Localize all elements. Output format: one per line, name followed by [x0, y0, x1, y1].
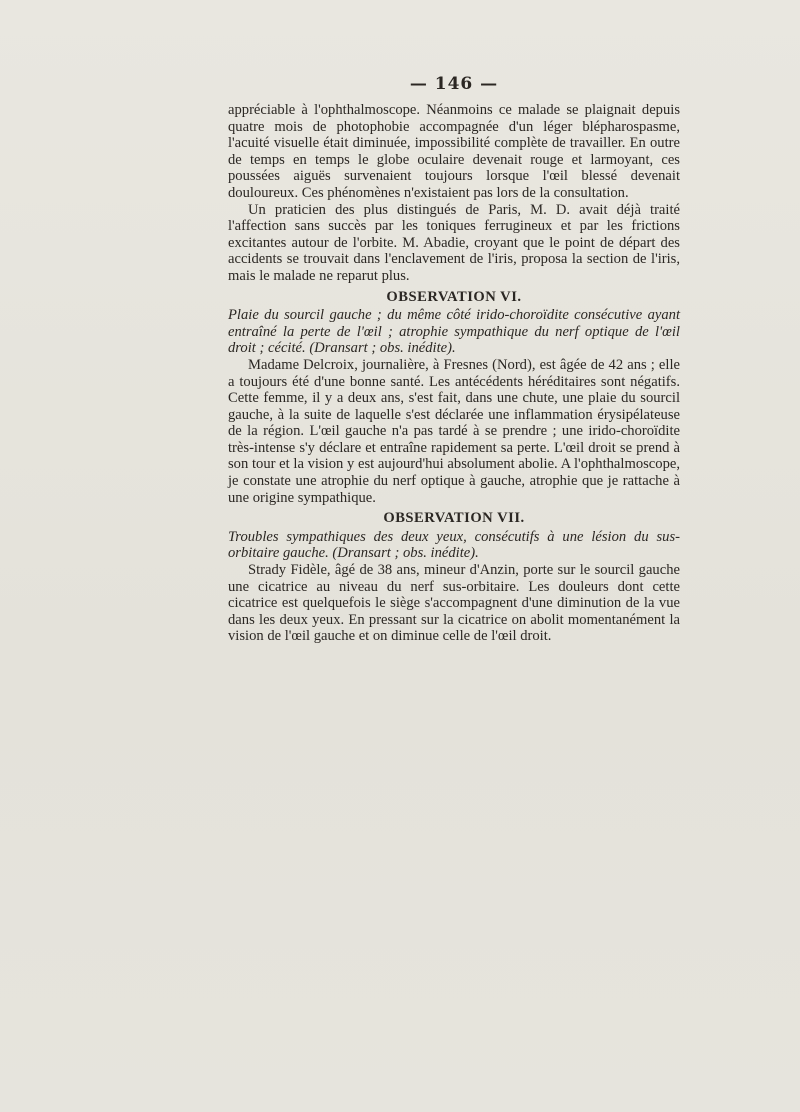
text-block [228, 74, 680, 645]
paragraph-2: Un praticien des plus distingués de Paris, M. D. avait déjà traité l'affection sans succès par les toniques ferrugineux et par les frictions excitantes autour de l'orbite. M. Abadie, croyant que le point de départ des accidents se trouvait dans l'enclavement de l'iris, proposa la section de l'iris, mais le malade ne reparut plus. [228, 201, 680, 284]
observation-6-body: Madame Delcroix, journalière, à Fresnes (Nord), est âgée de 42 ans ; elle a toujours été d'une bonne santé. Les antécédents héréditaires sont négatifs. Cette femme, il y a deux ans, s'est fait, dans une chute, une plaie du sourcil gauche, à la suite de laquelle s'est déclarée une inflammation érysipélateuse de la région. L'œil gauche n'a pas tardé à se prendre ; une irido-choroïdite très-intense s'y déclare et entraîne rapidement sa perte. L'œil droit se prend à son tour et la vision y est aujourd'hui absolument abolie. A l'ophthalmoscope, je constate une atrophie du nerf optique à gauche, atrophie que je rattache à une origine sympathique. [228, 356, 680, 506]
observation-7-heading: OBSERVATION VII. [383, 510, 525, 527]
observation-6-summary: Plaie du sourcil gauche ; du même côté irido-choroïdite consécutive ayant entraîné la perte de l'œil ; atrophie sympathique du nerf optique de l'œil droit ; cécité. (Dransart ; obs. inédite). [228, 307, 680, 357]
observation-7-body: Strady Fidèle, âgé de 38 ans, mineur d'Anzin, porte sur le sourcil gauche une cicatrice au niveau du nerf sus-orbitaire. Les douleurs dont cette cicatrice est quelquefois le siège s'accompagnent d'une diminution de la vue dans les deux yeux. En pressant sur la cicatrice on abolit momentanément la vision de l'œil gauche et on diminue celle de l'œil droit. [228, 562, 680, 645]
observation-7-summary: Troubles sympathiques des deux yeux, consécutifs à une lésion du sus-orbitaire gauche. (Dransart ; obs. inédite). [228, 528, 680, 562]
page-number: — 146 — [409, 74, 499, 94]
observation-6-heading: OBSERVATION VI. [386, 288, 522, 305]
paragraph-1: appréciable à l'ophthalmoscope. Néanmoins ce malade se plaignait depuis quatre mois de photophobie accompagnée d'un léger blépharospasme, l'acuité visuelle était diminuée, impossibilité complète de travailler. En outre de temps en temps le globe oculaire devenait rouge et larmoyant, ces poussées aiguës survenaient toujours lorsque l'œil blessé devenait douloureux. Ces phénomènes n'existaient pas lors de la consultation. [228, 102, 680, 201]
